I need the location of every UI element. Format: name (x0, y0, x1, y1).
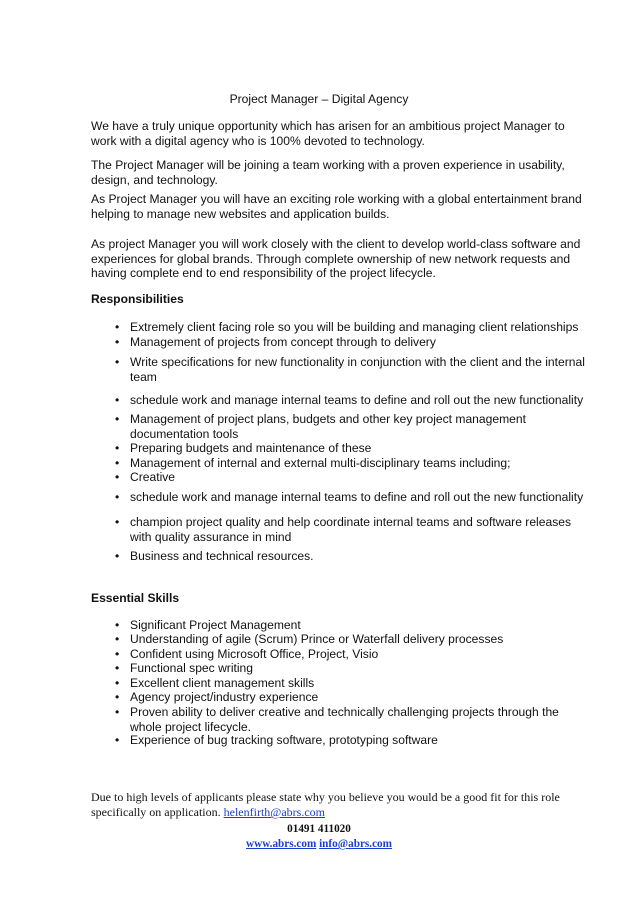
skill-item-text (130, 676, 314, 691)
intro-p2-line: The Project Manager will be joining a team working with a proven experience in usability, (91, 158, 565, 172)
intro-paragraph-1 (91, 119, 571, 148)
responsibility-item-line: Management of projects from concept through to delivery (130, 335, 436, 349)
responsibility-item-text (130, 355, 585, 384)
responsibility-item-text (130, 441, 371, 456)
intro-p1-line: work with a digital agency who is 100% devoted to technology. (91, 133, 425, 148)
responsibility-item-line: Business and technical resources. (130, 549, 314, 563)
skill-item-line: Agency project/industry experience (130, 690, 319, 704)
skill-item-text (130, 647, 378, 662)
bullet-icon: • (115, 676, 120, 690)
skill-item-text (130, 661, 253, 676)
intro-p4-line: having complete end to end responsibility of the project lifecycle. (91, 266, 436, 281)
skill-item-line: Functional spec writing (130, 661, 254, 675)
bullet-icon: • (115, 549, 120, 563)
bullet-icon: • (115, 335, 120, 349)
responsibility-item-line: Management of internal and external multi-disciplinary teams including; (130, 456, 511, 470)
intro-p3-line: As Project Manager you will have an exciting role working with a global entertainment brand (91, 192, 582, 206)
intro-paragraph-2 (91, 158, 571, 187)
responsibility-item-text (130, 456, 510, 471)
intro-p4-line: As project Manager you will work closely with the client to develop world-class software and (91, 237, 581, 251)
info-email-link[interactable]: info@abrs.com (319, 838, 392, 850)
website-link[interactable]: www.abrs.com (246, 838, 317, 850)
skill-item-line: Significant Project Management (130, 618, 301, 632)
responsibility-item-line: champion project quality and help coordinate internal teams and software releases (130, 515, 572, 529)
skill-item-text (130, 690, 318, 705)
essential-skills-heading: Essential Skills (91, 591, 180, 605)
bullet-icon: • (115, 320, 120, 334)
bullet-icon: • (115, 515, 120, 529)
intro-p4-line: experiences for global brands. Through complete ownership of new network requests and (91, 251, 571, 266)
skill-item-text (130, 733, 438, 748)
skill-item-line: Excellent client management skills (130, 676, 315, 690)
responsibility-item-text (130, 515, 571, 544)
responsibility-item-text (130, 470, 175, 485)
skill-item-line: Confident using Microsoft Office, Project, Visio (130, 647, 379, 661)
responsibility-item-line: Write specifications for new functionality in conjunction with the client and the internal (130, 355, 585, 369)
intro-p3-line: helping to manage new websites and application builds. (91, 206, 390, 221)
bullet-icon: • (115, 412, 120, 426)
contact-email-link[interactable]: helenfirth@abrs.com (223, 805, 325, 819)
responsibilities-heading: Responsibilities (91, 292, 184, 306)
responsibility-item-line: Preparing budgets and maintenance of these (130, 441, 372, 455)
responsibility-item-text (130, 335, 436, 350)
bullet-icon: • (115, 456, 120, 470)
footer-links (0, 838, 638, 850)
bullet-icon: • (115, 733, 120, 747)
intro-paragraph-4 (91, 237, 581, 281)
bullet-icon: • (115, 470, 120, 484)
responsibility-item-line: Extremely client facing role so you will be building and managing client relationships (130, 320, 579, 334)
responsibility-item-line: schedule work and manage internal teams to define and roll out the new functionality (130, 393, 584, 407)
bullet-icon: • (115, 618, 120, 632)
responsibility-item-line: documentation tools (130, 426, 239, 441)
skill-item-line: whole project lifecycle. (130, 719, 251, 734)
bullet-icon: • (115, 490, 120, 504)
responsibility-item-text (130, 393, 583, 408)
skill-item-text (130, 705, 559, 734)
bullet-icon: • (115, 441, 120, 455)
skill-item-line: Understanding of agile (Scrum) Prince or Waterfall delivery processes (130, 632, 504, 646)
responsibility-item-line: team (130, 369, 157, 384)
intro-paragraph-3 (91, 192, 582, 221)
responsibility-item-line: schedule work and manage internal teams to define and roll out the new functionality (130, 490, 584, 504)
bullet-icon: • (115, 632, 120, 646)
skill-item-line: Experience of bug tracking software, prototyping software (130, 733, 438, 747)
footer-note-line: Due to high levels of applicants please state why you believe you would be a good fit for this role (91, 790, 560, 804)
responsibility-item-text (130, 320, 578, 335)
bullet-icon: • (115, 393, 120, 407)
bullet-icon: • (115, 661, 120, 675)
responsibility-item-text (130, 412, 526, 441)
skill-item-line: Proven ability to deliver creative and technically challenging projects through the (130, 705, 559, 719)
skill-item-text (130, 632, 503, 647)
responsibility-item-line: Management of project plans, budgets and other key project management (130, 412, 526, 426)
intro-p2-line: design, and technology. (91, 172, 218, 187)
bullet-icon: • (115, 647, 120, 661)
responsibility-item-text (130, 490, 583, 505)
intro-p1-line: We have a truly unique opportunity which has arisen for an ambitious project Manager to (91, 119, 565, 133)
phone-number: 01491 411020 (287, 823, 351, 835)
responsibility-item-line: with quality assurance in mind (130, 529, 292, 544)
page-title: Project Manager – Digital Agency (229, 92, 409, 106)
bullet-icon: • (115, 690, 120, 704)
footer-note-line-2 (91, 805, 325, 820)
skill-item-text (130, 618, 301, 633)
responsibility-item-text (130, 549, 314, 564)
bullet-icon: • (115, 705, 120, 719)
footer-note-text: specifically on application. (91, 805, 224, 819)
responsibility-item-line: Creative (130, 470, 176, 484)
bullet-icon: • (115, 355, 120, 369)
